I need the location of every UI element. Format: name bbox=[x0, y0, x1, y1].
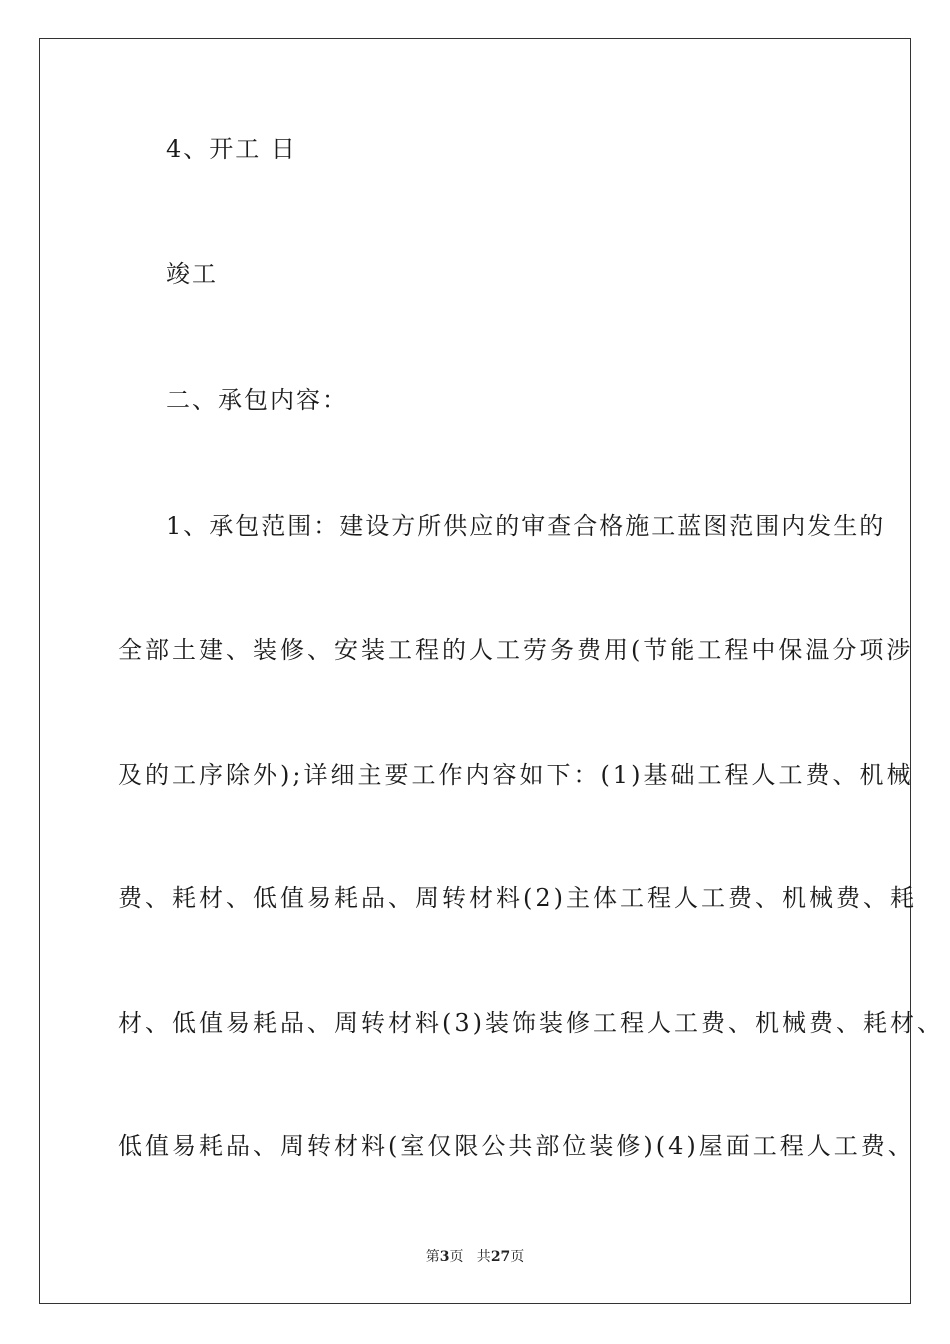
page-frame bbox=[39, 38, 914, 1304]
section-heading-contract-content: 二、承包内容： bbox=[166, 386, 348, 414]
text-line-completion: 竣工 bbox=[166, 260, 218, 288]
paragraph-line: 费、耗材、低值易耗品、周转材料(2)主体工程人工费、机械费、耗 bbox=[118, 884, 917, 912]
page-footer bbox=[0, 1248, 950, 1266]
footer-suffix: 页 bbox=[510, 1249, 525, 1265]
total-page-count: 27 bbox=[490, 1249, 511, 1265]
paragraph-line: 低值易耗品、周转材料(室仅限公共部位装修)(4)屋面工程人工费、 bbox=[118, 1132, 915, 1160]
text-line-start-date: 4、开工 日 bbox=[166, 135, 297, 163]
footer-prefix: 第 bbox=[425, 1249, 440, 1265]
paragraph-line: 及的工序除外);详细主要工作内容如下：(1)基础工程人工费、机械 bbox=[118, 761, 914, 789]
paragraph-line: 全部土建、装修、安装工程的人工劳务费用(节能工程中保温分项涉 bbox=[118, 636, 914, 664]
paragraph-line: 1、承包范围：建设方所供应的审查合格施工蓝图范围内发生的 bbox=[166, 512, 886, 540]
current-page-number: 3 bbox=[439, 1249, 450, 1265]
paragraph-line: 材、低值易耗品、周转材料(3)装饰装修工程人工费、机械费、耗材、 bbox=[118, 1009, 944, 1037]
footer-middle: 页 共 bbox=[449, 1249, 491, 1265]
